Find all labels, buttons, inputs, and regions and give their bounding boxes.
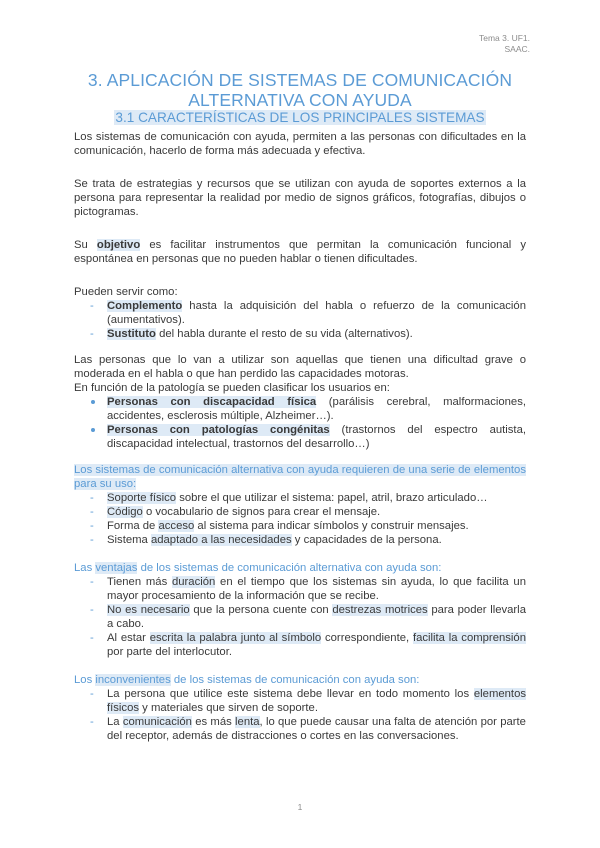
list-item: - Sistema adaptado a las necesidades y capacidades de la persona. xyxy=(74,533,526,547)
page-number: 1 xyxy=(297,802,303,812)
document-body xyxy=(74,130,526,743)
uses-intro: Pueden servir como: xyxy=(74,286,178,298)
list-item: - La persona que utilice este sistema debe llevar en todo momento los elementos físicos y materiales que sirven de soporte. xyxy=(74,687,526,715)
list-item: Personas con patologías congénitas (trastornos del espectro autista, discapacidad intelectual, trastornos del desarrollo…) xyxy=(74,423,526,451)
definition-paragraph: Se trata de estrategias y recursos que se utilizan con ayuda de soportes externos a la persona para representar la realidad por medio de signos gráficos, fotografías, dibujos o pictogramas. xyxy=(74,178,526,218)
disadvantages-intro: Los inconvenientes de los sistemas de comunicación con ayuda son: xyxy=(74,674,420,686)
advantages-list xyxy=(74,575,526,659)
advantages-intro: Las ventajas de los sistemas de comunicación alternativa con ayuda son: xyxy=(74,562,442,574)
uses-list xyxy=(74,299,526,341)
section-subtitle: 3.1 CARACTERÍSTICAS DE LOS PRINCIPALES SISTEMAS xyxy=(115,110,485,125)
users-list xyxy=(74,395,526,451)
header-topic: Tema 3. UF1. xyxy=(478,33,530,43)
list-item: - Sustituto del habla durante el resto de su vida (alternativos). xyxy=(74,327,526,341)
users-paragraph: Las personas que lo van a utilizar son aquellas que tienen una dificultad grave o moderada en el habla o que han perdido las capacidades motoras. En función de la patología se pueden clasificar los usuarios en: xyxy=(74,354,526,394)
list-item: - Al estar escrita la palabra junto al símbolo correspondiente, facilita la comprensión por parte del interlocutor. xyxy=(74,631,526,659)
page-title: 3. APLICACIÓN DE SISTEMAS DE COMUNICACIÓN ALTERNATIVA CON AYUDA xyxy=(87,70,513,110)
list-item: - No es necesario que la persona cuente con destrezas motrices para poder llevarla a cabo. xyxy=(74,603,526,631)
list-item: - Código o vocabulario de signos para crear el mensaje. xyxy=(74,505,526,519)
page-header xyxy=(479,33,530,55)
list-item: - Complemento hasta la adquisición del habla o refuerzo de la comunicación (aumentativos). xyxy=(74,299,526,327)
header-subject: SAAC. xyxy=(504,44,530,54)
elements-intro: Los sistemas de comunicación alternativa con ayuda requieren de una serie de elementos para su uso: xyxy=(74,464,526,490)
list-item: - La comunicación es más lenta, lo que puede causar una falta de atención por parte del receptor, además de distracciones o cortes en las conversaciones. xyxy=(74,715,526,743)
list-item: - Soporte físico sobre el que utilizar el sistema: papel, atril, brazo articulado… xyxy=(74,491,526,505)
objective-paragraph: Su objetivo es facilitar instrumentos que permitan la comunicación funcional y espontánea en personas que no pueden hablar o tienen dificultades. xyxy=(74,239,526,265)
list-item: Personas con discapacidad física (parálisis cerebral, malformaciones, accidentes, esclerosis múltiple, Alzheimer…). xyxy=(74,395,526,423)
elements-list xyxy=(74,491,526,547)
list-item: - Tienen más duración en el tiempo que los sistemas sin ayuda, lo que facilita un mayor procesamiento de la información que se recibe. xyxy=(74,575,526,603)
disadvantages-list xyxy=(74,687,526,743)
keyword-objetivo: objetivo xyxy=(96,239,141,251)
intro-paragraph: Los sistemas de comunicación con ayuda, permiten a las personas con dificultades en la comunicación, hacerlo de forma más adecuada y efectiva. xyxy=(74,131,526,157)
list-item: - Forma de acceso al sistema para indicar símbolos y construir mensajes. xyxy=(74,519,526,533)
